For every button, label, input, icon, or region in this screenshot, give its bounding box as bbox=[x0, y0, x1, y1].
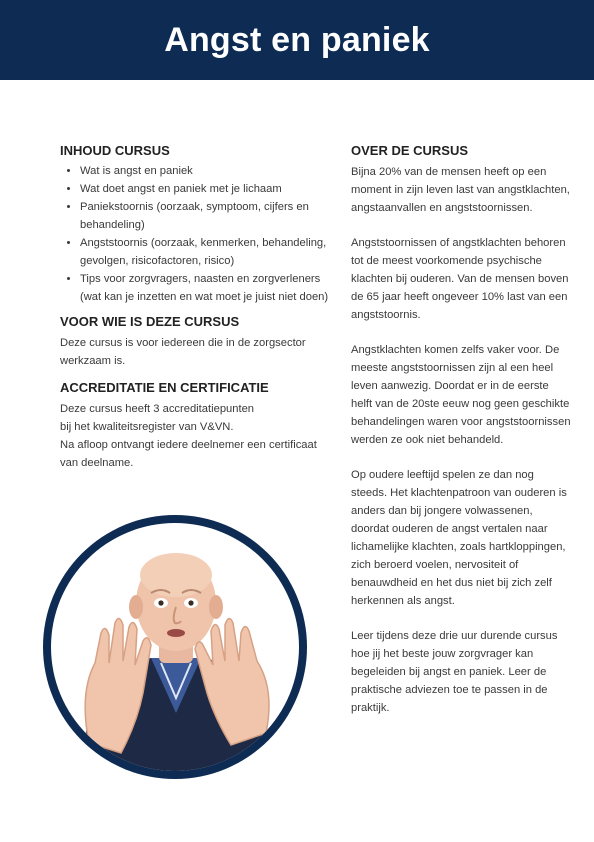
list-item: • Wat doet angst en paniek met je lichaam bbox=[80, 180, 335, 198]
right-column bbox=[351, 143, 571, 717]
text-line: bij het kwaliteitsregister van V&VN. bbox=[60, 421, 234, 433]
left-column bbox=[60, 143, 335, 472]
paragraph: Op oudere leeftijd spelen ze dan nog steeds. Het klachtenpatroon van ouderen is anders dan bij jongere volwassenen, doordat ouderen de angst vertalen naar lichamelijke klachten, zoals hartkloppingen, zich beroerd voelen, nervositeit of benauwdheid en het dus niet bij zich zelf herkennen als angst. bbox=[351, 469, 567, 607]
section-heading: INHOUD CURSUS bbox=[60, 143, 170, 158]
list-item: • Tips voor zorgvragers, naasten en zorgverleners (wat kan je inzetten en wat moet je juist niet doen) bbox=[80, 270, 335, 306]
paragraph: Angststoornissen of angstklachten behoren tot de meest voorkomende psychische klachten bij ouderen. Van de mensen boven de 65 jaar heeft ongeveer 10% last van een angststoornis. bbox=[351, 237, 569, 321]
section-voor-wie bbox=[60, 314, 335, 370]
section-accreditatie bbox=[60, 380, 335, 472]
paragraph: Leer tijdens deze drie uur durende cursus hoe jij het beste jouw zorgvrager kan begeleiden bij angst en paniek. Leer de praktische adviezen toe te passen in de praktijk. bbox=[351, 630, 558, 714]
section-text bbox=[60, 400, 335, 472]
photo-anxious-man bbox=[51, 523, 299, 771]
list-item: • Wat is angst en paniek bbox=[80, 162, 335, 180]
list-item: • Angststoornis (oorzaak, kenmerken, behandeling, gevolgen, risicofactoren, risico) bbox=[80, 234, 335, 270]
section-heading: OVER DE CURSUS bbox=[351, 143, 469, 158]
page-header bbox=[0, 0, 594, 80]
text-line: Deze cursus heeft 3 accreditatiepunten bbox=[60, 403, 255, 415]
photo-frame bbox=[43, 515, 307, 779]
page-title: Angst en paniek bbox=[164, 20, 430, 59]
section-text: Deze cursus is voor iedereen die in de zorgsector werkzaam is. bbox=[60, 337, 306, 367]
paragraph: Bijna 20% van de mensen heeft op een moment in zijn leven last van angstklachten, angstaanvallen en angststoornissen. bbox=[351, 166, 570, 214]
person-illustration bbox=[51, 523, 299, 771]
course-content-list bbox=[60, 162, 335, 306]
text-line: Na afloop ontvangt iedere deelnemer een certificaat van deelname. bbox=[60, 439, 317, 469]
section-heading: ACCREDITATIE EN CERTIFICATIE bbox=[60, 380, 269, 395]
section-inhoud-cursus bbox=[60, 143, 335, 306]
list-item: • Paniekstoornis (oorzaak, symptoom, cijfers en behandeling) bbox=[80, 198, 335, 234]
paragraph: Angstklachten komen zelfs vaker voor. De meeste angststoornissen zijn al een heel leven aanwezig. Doordat er in de eerste helft van de 20ste eeuw nog geen geschikte behandelingen waren voor angststoornissen werden ze ook niet behandeld. bbox=[351, 344, 571, 446]
section-heading: VOOR WIE IS DEZE CURSUS bbox=[60, 314, 240, 329]
